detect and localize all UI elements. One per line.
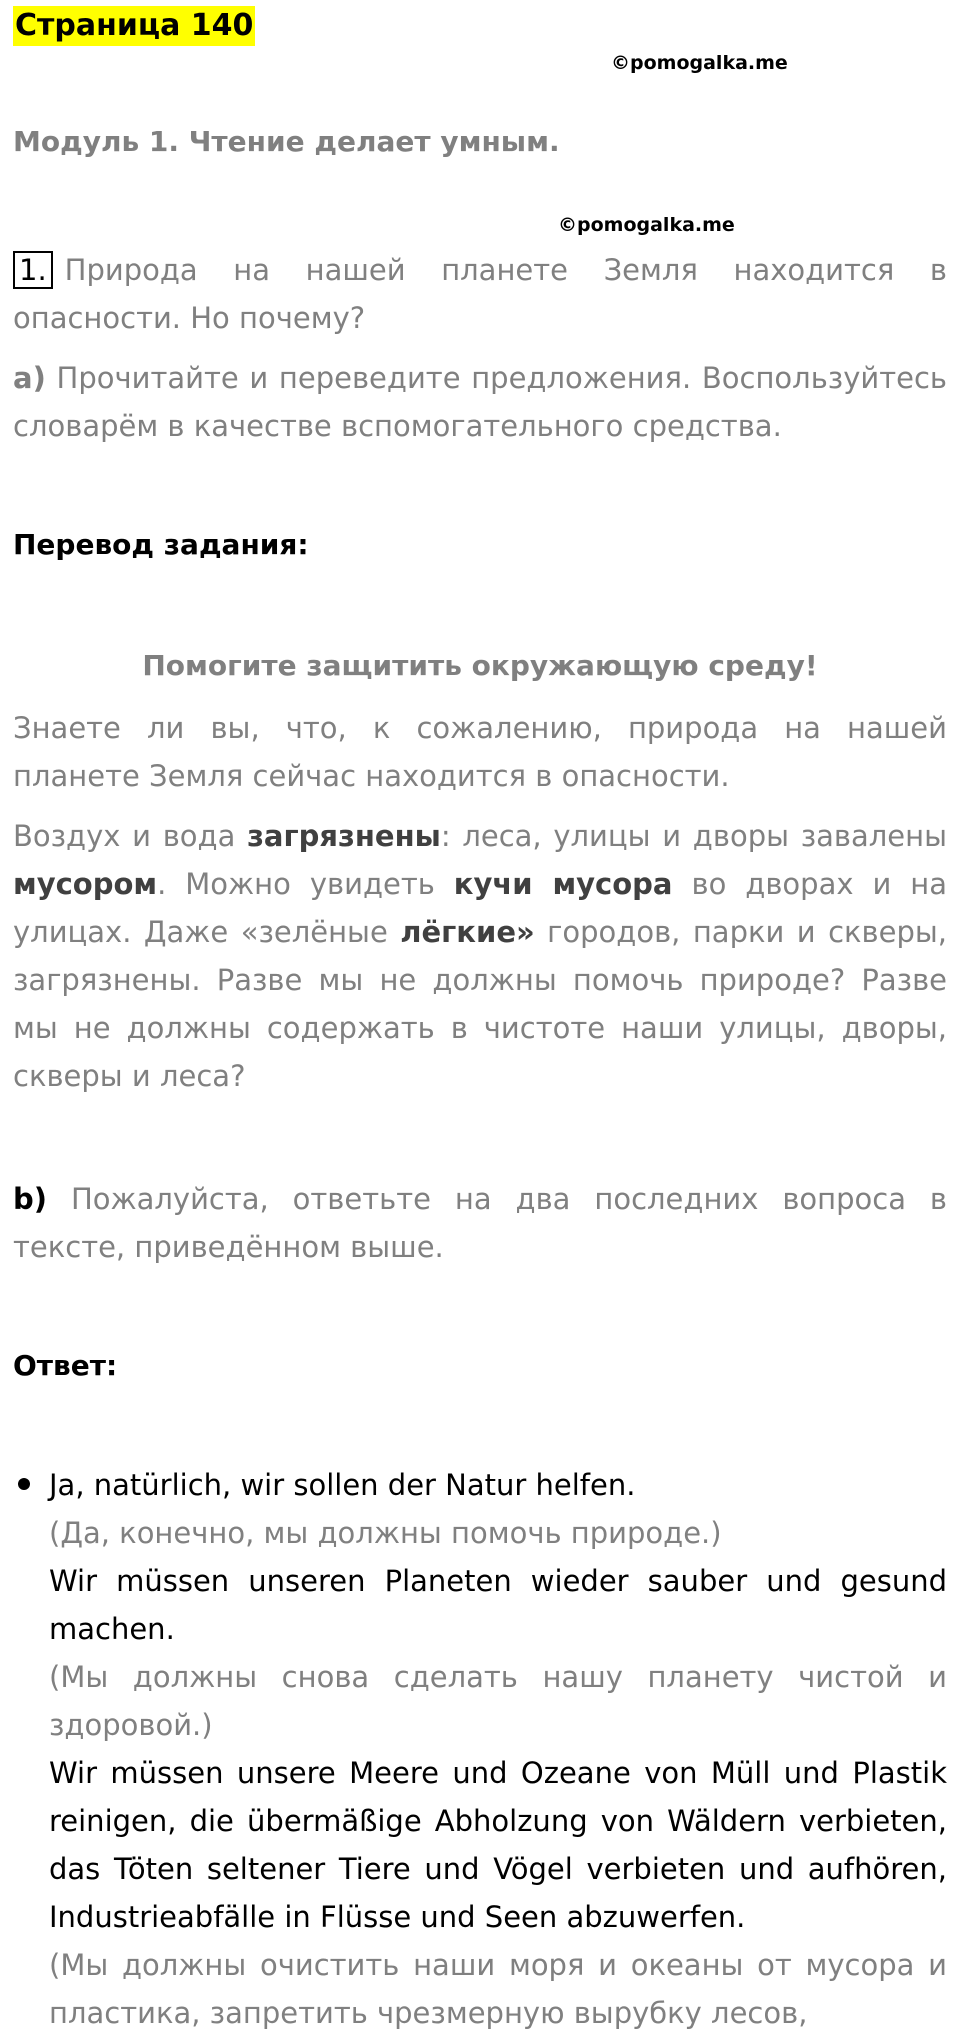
part-b-label: b) xyxy=(13,1182,48,1216)
module-heading: Модуль 1. Чтение делает умным. xyxy=(13,125,560,158)
answer-de-1: Ja, natürlich, wir sollen der Natur helfen. xyxy=(49,1468,636,1502)
translation-heading: Перевод задания: xyxy=(13,528,309,561)
part-a-label: а) xyxy=(13,361,46,395)
task-part-a xyxy=(13,354,947,450)
part-a-text: Прочитайте и переведите предложения. Воспользуйтесь словарём в качестве вспомогательного средства. xyxy=(13,361,947,443)
task-question xyxy=(13,246,947,342)
text-span: Воздух и вода xyxy=(13,819,248,853)
bullet-icon xyxy=(18,1478,30,1490)
task-number-box: 1. xyxy=(13,251,53,289)
bold-term: загрязнены xyxy=(247,819,441,853)
text-span: во дворах и на улицах. Даже «зелёные xyxy=(13,867,948,949)
watermark-top: ©pomogalka.me xyxy=(611,52,788,74)
text-title: Помогите защитить окружающую среду! xyxy=(142,649,818,682)
task-question-text: Природа на нашей планете Земля находится в опасности. Но почему? xyxy=(13,253,947,335)
answer-ru-3: (Мы должны очистить наши моря и океаны от мусора и пластика, запретить чрезмерную вырубку лесов, xyxy=(49,1948,947,2030)
part-b-text: Пожалуйста, ответьте на два последних вопроса в тексте, приведённом выше. xyxy=(13,1182,947,1264)
answer-ru-2: (Мы должны снова сделать нашу планету чистой и здоровой.) xyxy=(49,1660,947,1742)
text-span: : леса, улицы и дворы завалены xyxy=(440,819,947,853)
page-title: Страница 140 xyxy=(13,6,255,46)
answer-ru-1: (Да, конечно, мы должны помочь природе.) xyxy=(49,1516,722,1550)
text-span: . Можно увидеть xyxy=(157,867,454,901)
answer-de-2: Wir müssen unseren Planeten wieder sauber und gesund machen. xyxy=(49,1564,947,1646)
task-part-b xyxy=(13,1175,947,1271)
bold-term: мусором xyxy=(13,867,158,901)
answer-de-3: Wir müssen unsere Meere und Ozeane von Müll und Plastik reinigen, die übermäßige Abholzung von Wäldern verbieten, das Töten seltener Tiere und Vögel verbieten und aufhören, Industrieabfälle in Flüsse und Seen abzuwerfen. xyxy=(49,1756,947,1934)
watermark-second: ©pomogalka.me xyxy=(558,214,735,236)
text-paragraph-2 xyxy=(13,812,947,1100)
answer-heading: Ответ: xyxy=(13,1349,118,1382)
text-span: городов, парки и скверы, загрязнены. Разве мы не должны помочь природе? Разве мы не должны содержать в чистоте наши улицы, дворы, скверы и леса? xyxy=(13,915,947,1093)
answer-block xyxy=(49,1461,947,2037)
bold-term: кучи мусора xyxy=(453,867,673,901)
bold-term: лёгкие» xyxy=(400,915,535,949)
text-paragraph-1: Знаете ли вы, что, к сожалению, природа на нашей планете Земля сейчас находится в опасности. xyxy=(13,711,947,793)
